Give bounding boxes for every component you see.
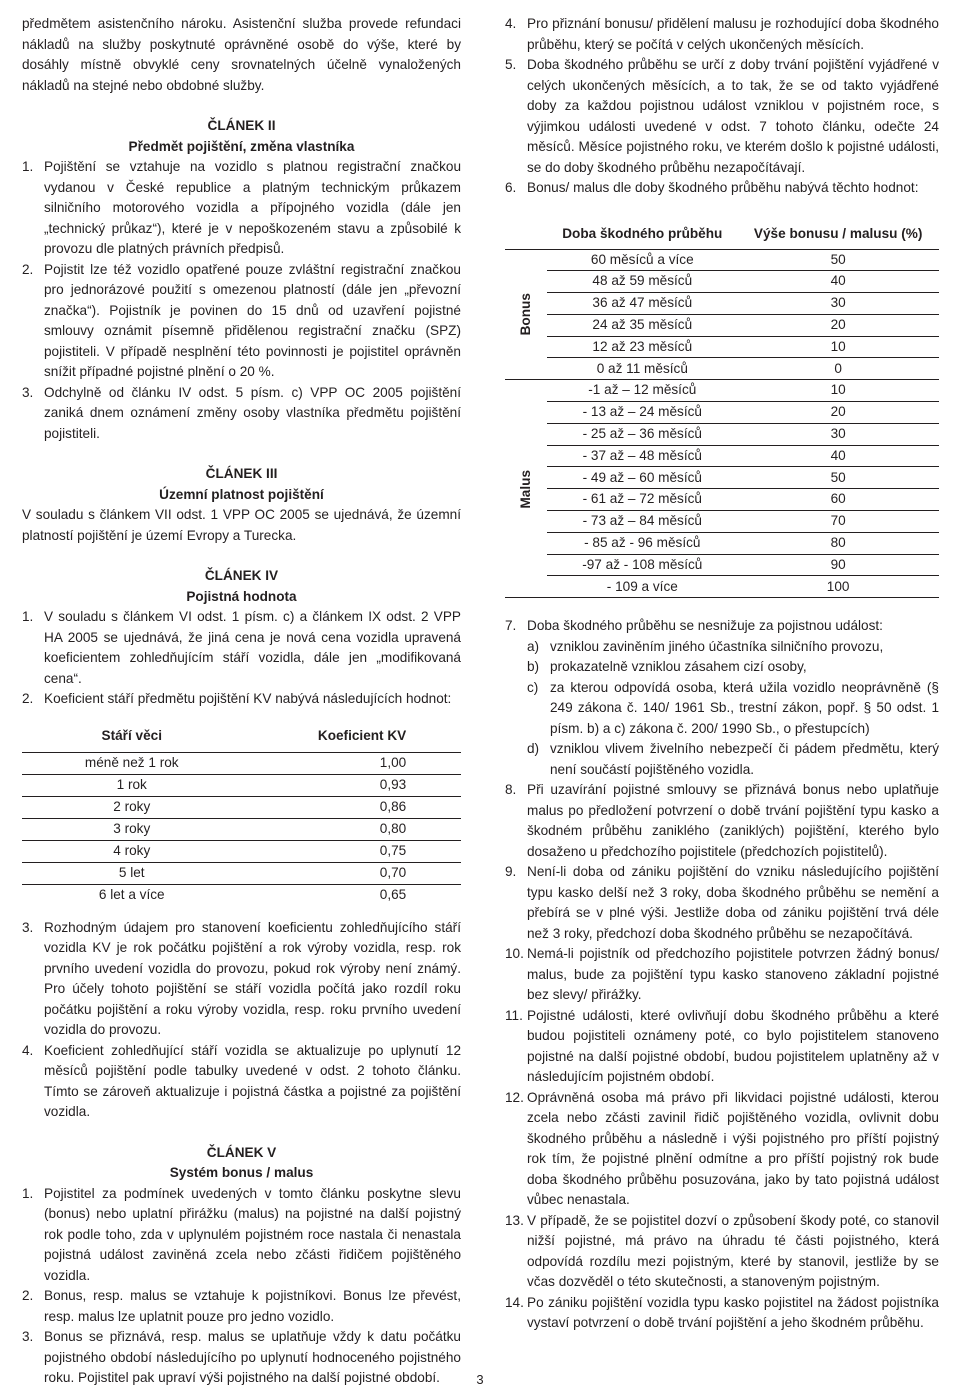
table-row: 4 roky 0,75 (22, 840, 461, 862)
table-row: 5 let 0,70 (22, 862, 461, 884)
table-header: Stáří věci (22, 722, 242, 753)
table-row: -97 až - 108 měsíců 90 (505, 554, 939, 576)
article-5-item: 5. Doba škodného průběhu se určí z doby trvání pojištění vyjádřené v celých ukončených měsících, a to tak, že se od takto vyjádřené doby za každou pojistnou událost vzniklou v pojistném roce, s výjimkou události uvedené v odst. 7 tohoto článku, odečte 24 měsíců. Měsíce pojistného roku, ve kterém došlo k pojistné události, se do doby škodného průběhu nezapočítávají. (505, 57, 939, 175)
table-header: Doba škodného průběhu (547, 221, 737, 250)
malus-group-label: Malus (505, 380, 547, 598)
table-row: 24 až 35 měsíců 20 (505, 314, 939, 336)
article-5-item: 8. Při uzavírání pojistné smlouvy se přiznává bonus nebo uplatňuje malus po předložení potvrzení o době trvání pojištění typu kasko a škodném průběhu zaniklého (zaniklých) pojištění, kterého bylo dosaženo u předchozího pojistitele (předchozích pojistitelů). (505, 782, 939, 859)
article-2-item: 2. Pojistit lze též vozidlo opatřené pouze zvláštní registrační značkou pro jednorázové použití s omezenou platností (dále jen „převozní značka“). Pojistník je povinen do 15 dnů od uzavření pojistné smlouvy oznámit písemně přidělenou registrační značku (SPZ) pojistiteli. V případě nesplnění této povinnosti je pojistitel oprávněn snížit případné pojistné plnění o 20 %. (22, 261, 461, 379)
table-row: Malus -1 až – 12 měsíců 10 (505, 380, 939, 402)
article-5-item: 12. Oprávněná osoba má právo při likvidaci pojistné události, kterou zcela nebo zčásti zavinil řidič pojištěného vozidla, ovlivnit dobu škodného průběhu a následně i výši pojistného pro příští pojistný rok tím, že pojistné plnění odmítne a pro příští pojistný rok bude doba škodného průběhu posuzována, jako by tato pojistná událost vůbec nenastala. (505, 1089, 939, 1208)
article-4-title: ČLÁNEK IV (204, 568, 279, 583)
article-5-item: 2. Bonus, resp. malus se vztahuje k pojistníkovi. Bonus lze převést, resp. malus lze uplatnit pouze pro jedno vozidlo. (22, 1288, 461, 1324)
table-header: Koeficient KV (242, 722, 462, 753)
article-2-item: 3. Odchylně od článku IV odst. 5 písm. c) VPP OC 2005 pojištění zaniká dnem oznámení změny osoby vlastníka předmětu pojištění pojistiteli. (22, 384, 461, 441)
table-row: - 73 až – 84 měsíců 70 (505, 511, 939, 533)
article-5-item: 3. Bonus se přiznává, resp. malus se uplatňuje vždy k datu počátku pojistného období následujícího po uplynutí hodnoceného pojistného roku. Pojistitel pak upraví výši pojistného na další pojistné období. (22, 1329, 461, 1385)
article-5-subitem: c) za kterou odpovídá osoba, která užila vozidlo neoprávněně (§ 249 zákona č. 140/ 1961 Sb., trestní zákon, popř. § 50 odst. 1 písm. b) a c) zákona č. 200/ 1990 Sb., o přestupcích) (527, 679, 939, 736)
table-row: - 49 až – 60 měsíců 50 (505, 467, 939, 489)
table-row: 36 až 47 měsíců 30 (505, 293, 939, 315)
table-row: 0 až 11 měsíců 0 (505, 358, 939, 380)
table-row: - 109 a více 100 (505, 576, 939, 598)
right-column (505, 14, 939, 1334)
left-column (22, 14, 461, 1389)
table-header: Výše bonusu / malusu (%) (737, 221, 939, 250)
intro-paragraph: předmětem asistenčního nároku. Asistenční služba provede refundaci nákladů na služby poskytnuté oprávněné osobě do výše, které by dosáhly místně obvyklé ceny srovnatelných účelně vynaložených nákladů na stejné nebo obdobné služby. (22, 16, 461, 93)
table-row: 1 rok 0,93 (22, 774, 461, 796)
table-row: - 25 až – 36 měsíců 30 (505, 423, 939, 445)
article-5-item: 14. Po zániku pojištění vozidla typu kasko pojistitel na žádost pojistníka vystaví potvrzení o době trvání pojištění a jeho škodném průběhu. (505, 1294, 939, 1331)
article-4-subtitle: Pojistná hodnota (186, 588, 297, 604)
table-row: - 85 až - 96 měsíců 80 (505, 532, 939, 554)
table-row: 3 roky 0,80 (22, 818, 461, 840)
table-header-row (505, 221, 939, 250)
article-2-subtitle: Předmět pojištění, změna vlastníka (128, 138, 355, 154)
table-header-row (22, 722, 461, 753)
article-4-item: 1. V souladu s článkem VI odst. 1 písm. c) a článkem IX odst. 2 VPP HA 2005 se ujednává, že jiná cena je nová cena vozidla upravená koeficientem zohledňujícím stáří vozidla, dále jen „modifikovaná cena“. (22, 609, 461, 686)
article-5-subitem: a) vzniklou zaviněním jiného účastníka silničního provozu, (527, 638, 884, 654)
article-5-item: 13. V případě, že se pojistitel dozví o způsobení škody poté, co stanovil nižší pojistné, má právo na úhradu té části pojistného, která odpovídá rozdílu mezi pojistným, které by stanovil, jestliže by se včas dozvěděl o této skutečnosti, a stanoveným pojistným. (505, 1212, 939, 1290)
table-row: 2 roky 0,86 (22, 796, 461, 818)
article-4-item: 4. Koeficient zohledňující stáří vozidla se aktualizuje po uplynutí 12 měsíců pojištění podle tabulky uvedené v odst. 2 tohoto článku. Tímto se zároveň aktualizuje i pojistná částka a pojistné za pojištění vozidla. (22, 1042, 461, 1119)
article-4-item: 2. Koeficient stáří předmětu pojištění KV nabývá následujících hodnot: (22, 691, 452, 706)
article-4-item: 3. Rozhodným údajem pro stanovení koeficientu zohledňujícího stáří vozidla KV je rok počátku pojištění a rok výroby vozidla, resp. rok prvního uvedení vozidla do provozu, pokud rok výroby není známý. Pro účely tohoto pojištění se stáří vozidla počítá jako rozdíl roku počátku pojištění a roku výroby vozidla, resp. roku prvního uvedení vozidla do provozu. (22, 919, 461, 1037)
article-5-item: 6. Bonus/ malus dle doby škodného průběhu nabývá těchto hodnot: (505, 180, 919, 195)
table-row: 48 až 59 měsíců 40 (505, 271, 939, 293)
table-row: 12 až 23 měsíců 10 (505, 336, 939, 358)
table-row: Bonus 60 měsíců a více 50 (505, 249, 939, 271)
article-5-subitem: d) vzniklou vlivem živelního nebezpečí či pádem předmětu, který není součástí pojištěného vozidla. (527, 741, 939, 777)
article-5-item: 10. Nemá-li pojistník od předchozího pojistitele potvrzen žádný bonus/ malus, bude za pojištění typu kasko stanoveno základní pojistné bez slevy/ přirážky. (505, 946, 939, 1003)
article-3-subtitle: Územní platnost pojištění (159, 486, 324, 502)
article-5-item: 11. Pojistné události, které ovlivňují dobu škodného průběhu a které budou pojistiteli oznámeny poté, co bylo pojistitelem stanoveno pojistné na další pojistné období, budou pojistitelem uplatněny až v následujícím pojistném období. (505, 1007, 939, 1085)
article-5-subtitle: Systém bonus / malus (169, 1165, 314, 1180)
age-coefficient-table (22, 722, 461, 906)
page-number: 3 (476, 1372, 484, 1387)
article-3-title: ČLÁNEK III (205, 466, 278, 481)
bonus-group-label: Bonus (505, 249, 547, 380)
article-5-title: ČLÁNEK V (206, 1144, 277, 1160)
table-row: - 61 až – 72 měsíců 60 (505, 489, 939, 511)
table-row: - 13 až – 24 měsíců 20 (505, 402, 939, 424)
article-2-item: 1. Pojištění se vztahuje na vozidlo s platnou registrační značkou vydanou v České republice a platným technickým průkazem silničního motorového vozidla a přípojného vozidla (dále jen „technický průkaz“), které je v nepoškozeném stavu a způsobilé k provozu dle platných právních předpisů. (22, 159, 461, 256)
table-row: - 37 až – 48 měsíců 40 (505, 445, 939, 467)
article-5-item: 9. Není-li doba od zániku pojištění do vzniku následujícího pojištění typu kasko delší než 3 roky, doba škodného průběhu se nemění a přebírá se v plné výši. Jestliže doba od zániku pojištění trvá déle než 3 roky, předchozí doba škodného průběhu se nezapočítává. (505, 864, 939, 941)
article-5-item: 1. Pojistitel za podmínek uvedených v tomto článku poskytne slevu (bonus) nebo uplatní přirážku (malus) na pojistné na další pojistný rok podle toho, zda v uplynulém pojistném roce nastala či nenastala pojistná událost zaviněná zcela nebo zčásti řidičem pojištěného vozidla. (22, 1185, 461, 1283)
article-5-subitem: b) prokazatelně vzniklou zásahem cizí osoby, (527, 659, 807, 675)
bonus-malus-table (505, 221, 939, 599)
table-row: 6 let a více 0,65 (98, 886, 407, 902)
article-5-item: 4. Pro přiznání bonusu/ přidělení malusu je rozhodující doba škodného průběhu, který se počítá v celých ukončených měsících. (505, 16, 939, 52)
article-2-title: ČLÁNEK II (207, 118, 276, 133)
table-row: méně než 1 rok 1,00 (22, 752, 461, 774)
article-3-text: V souladu s článkem VII odst. 1 VPP OC 2005 se ujednává, že územní platností pojištění je území Evropy a Turecka. (22, 507, 461, 543)
article-5-item: 7. Doba škodného průběhu se nesnižuje za pojistnou událost: (505, 618, 883, 634)
